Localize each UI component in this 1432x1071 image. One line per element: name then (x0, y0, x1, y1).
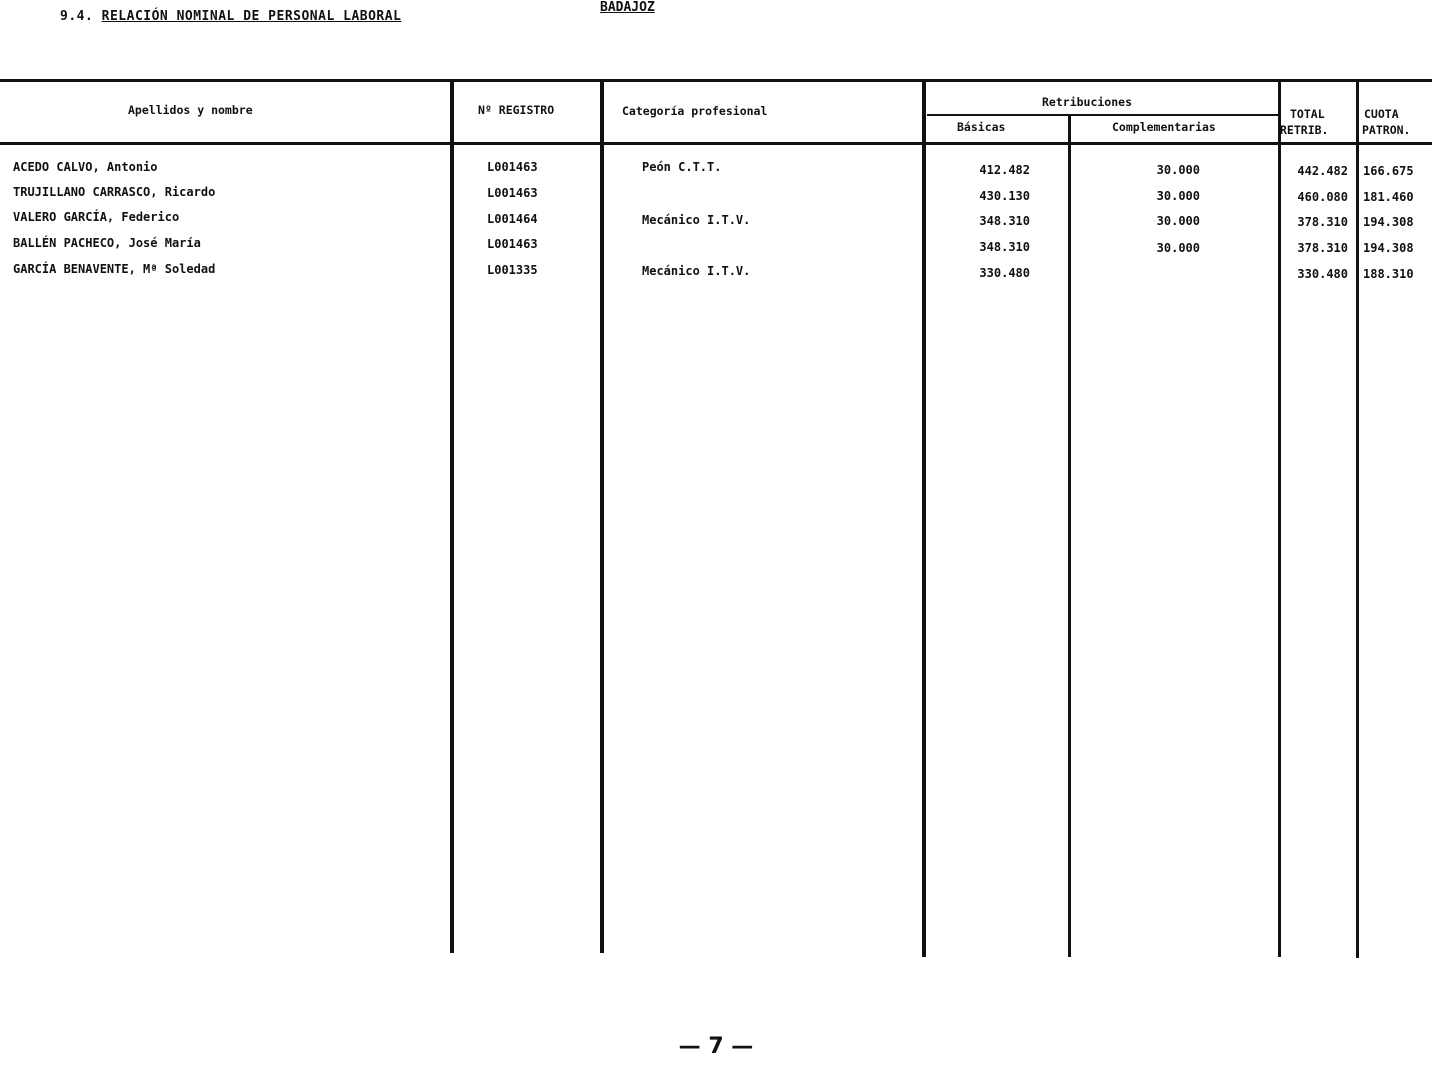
cell-name: BALLÉN PACHECO, José María (13, 236, 201, 250)
cell-complementary: 30.000 (1156, 214, 1200, 228)
cell-name: ACEDO CALVO, Antonio (13, 160, 158, 174)
cell-registry: L001463 (487, 237, 538, 251)
retributions-group-rule (927, 114, 1279, 116)
section-number: 9.4. (60, 9, 94, 24)
cell-quota: 194.308 (1363, 241, 1414, 255)
cell-basic: 348.310 (979, 214, 1030, 228)
header-total-line2: RETRIB. (1280, 123, 1329, 137)
section-title: RELACIÓN NOMINAL DE PERSONAL LABORAL (101, 9, 402, 24)
cell-total: 378.310 (1297, 241, 1348, 255)
entity-heading: BADAJOZ (600, 0, 655, 15)
cell-quota: 188.310 (1363, 267, 1414, 281)
cell-basic: 330.480 (979, 266, 1030, 280)
header-registry: Nº REGISTRO (478, 103, 555, 117)
cell-name: GARCÍA BENAVENTE, Mª Soledad (13, 262, 216, 276)
header-quota-line1: CUOTA (1364, 107, 1399, 121)
column-rule-2 (600, 81, 604, 953)
cell-name: TRUJILLANO CARRASCO, Ricardo (13, 185, 216, 199)
cell-registry: L001464 (487, 212, 538, 226)
section-heading (60, 9, 401, 24)
cell-basic: 430.130 (979, 189, 1030, 203)
header-basic: Básicas (957, 120, 1006, 134)
cell-quota: 181.460 (1363, 190, 1414, 204)
cell-registry: L001463 (487, 160, 538, 174)
cell-complementary: 30.000 (1156, 163, 1200, 177)
header-category: Categoría profesional (622, 104, 768, 118)
header-bottom-rule (0, 142, 1432, 145)
cell-complementary: 30.000 (1156, 189, 1200, 203)
cell-category: Mecánico I.T.V. (642, 213, 751, 227)
cell-registry: L001335 (487, 263, 538, 277)
page-number: — 7 — (678, 1034, 754, 1059)
cell-total: 378.310 (1297, 215, 1348, 229)
column-rule-4 (1068, 114, 1071, 957)
column-rule-1 (450, 81, 454, 953)
cell-basic: 348.310 (979, 240, 1030, 254)
cell-complementary: 30.000 (1156, 241, 1200, 255)
header-total-line1: TOTAL (1290, 107, 1325, 121)
cell-total: 460.080 (1297, 190, 1348, 204)
cell-quota: 166.675 (1363, 164, 1414, 178)
cell-total: 330.480 (1297, 267, 1348, 281)
header-quota-line2: PATRON. (1362, 123, 1411, 137)
header-retributions: Retribuciones (1042, 95, 1133, 109)
cell-category: Peón C.T.T. (642, 160, 722, 174)
column-rule-5 (1278, 81, 1281, 957)
cell-total: 442.482 (1297, 164, 1348, 178)
cell-category: Mecánico I.T.V. (642, 264, 751, 278)
header-complementary: Complementarias (1112, 120, 1216, 134)
cell-quota: 194.308 (1363, 215, 1414, 229)
cell-name: VALERO GARCÍA, Federico (13, 210, 180, 224)
column-rule-6 (1356, 81, 1359, 958)
cell-basic: 412.482 (979, 163, 1030, 177)
header-name: Apellidos y nombre (128, 103, 253, 117)
cell-registry: L001463 (487, 186, 538, 200)
table-top-rule (0, 79, 1432, 82)
column-rule-3 (922, 81, 926, 957)
